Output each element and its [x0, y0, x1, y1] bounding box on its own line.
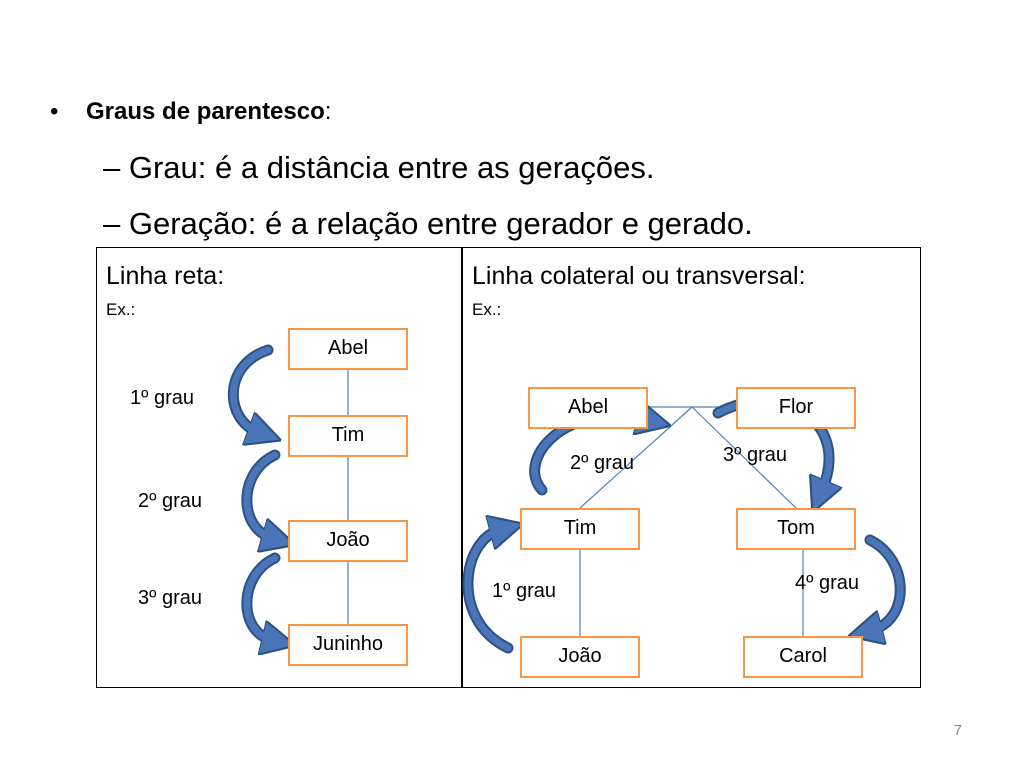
right-box-joao: João	[520, 636, 640, 678]
bullet-dot: •	[50, 98, 59, 125]
left-box-abel: Abel	[288, 328, 408, 370]
right-box-flor: Flor	[736, 387, 856, 429]
bullet-colon: :	[324, 98, 332, 125]
left-box-juninho: Juninho	[288, 624, 408, 666]
right-grau-1: 1º grau	[492, 580, 557, 602]
right-grau-3: 3º grau	[723, 444, 788, 466]
page-number: 7	[953, 722, 962, 739]
left-grau-1: 1º grau	[130, 387, 195, 409]
right-box-tim: Tim	[520, 508, 640, 550]
subitem-grau: – Grau: é a distância entre as gerações.	[103, 150, 655, 185]
left-grau-2: 2º grau	[138, 490, 203, 512]
left-ex-label: Ex.:	[106, 300, 136, 319]
right-box-abel: Abel	[528, 387, 648, 429]
right-grau-2: 2º grau	[570, 452, 635, 474]
left-grau-3: 3º grau	[138, 587, 203, 609]
right-box-tom: Tom	[736, 508, 856, 550]
left-box-joao: João	[288, 520, 408, 562]
right-ex-label: Ex.:	[472, 300, 502, 319]
right-grau-4: 4º grau	[795, 572, 860, 594]
right-heading: Linha colateral ou transversal:	[472, 262, 806, 290]
bullet-title: Graus de parentesco	[86, 98, 325, 125]
left-box-tim: Tim	[288, 415, 408, 457]
left-heading: Linha reta:	[106, 262, 225, 290]
subitem-geracao: – Geração: é a relação entre gerador e gerado.	[103, 206, 753, 241]
right-box-carol: Carol	[743, 636, 863, 678]
